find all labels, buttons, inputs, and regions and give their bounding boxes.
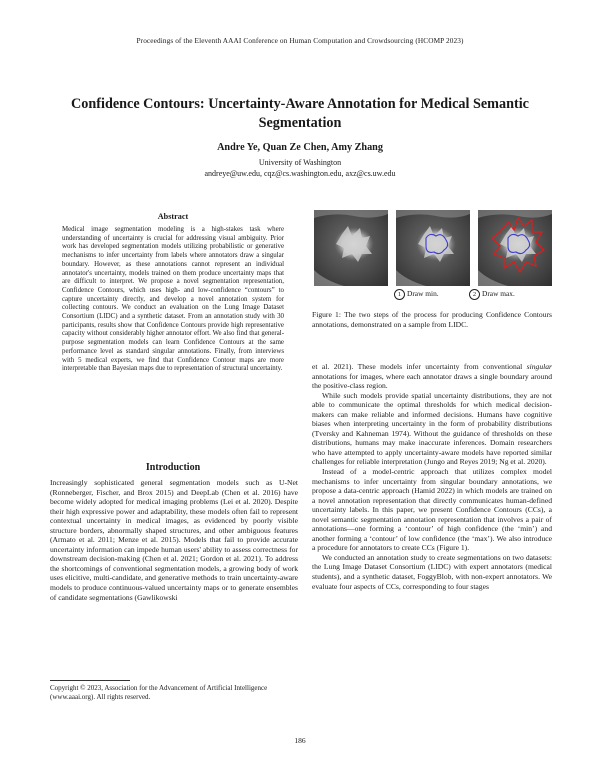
author-affiliation [0,158,600,179]
right-paragraph-0 [312,362,552,391]
affiliation-name: University of Washington [258,158,342,167]
author-emails: andreye@uw.edu, cqz@cs.washington.edu, axz@cs.uw.edu [204,168,396,178]
step-2-label [469,289,515,300]
right-paragraph-0-emphasis: singular [526,362,552,371]
introduction-heading: Introduction [145,462,201,473]
venue-header: Proceedings of the Eleventh AAAI Conference on Human Computation and Crowdsourcing (HCOMP 2023) [136,36,464,45]
page-number: 186 [294,736,306,745]
step-1-text: Draw min. [407,289,439,299]
abstract-text: Medical image segmentation modeling is a high-stakes task where understanding of uncertainty is crucial for addressing visual ambiguity. Prior work has developed segmentation models utilizing probabilistic or generative mechanisms to infer uncertainty from labels where annotators draw a singular boundary. However, as these annotations cannot represent an individual annotator's uncertainty, models trained on them produce uncertainty maps that are difficult to interpret. We propose a novel segmentation representation, Confidence Contours, which uses high- and low-confidence “contours” to capture uncertainty directly, and develop a novel annotation system for collecting contours. We conduct an evaluation on the Lung Image Dataset Consortium (LIDC) and a synthetic dataset. From an annotation study with 30 participants, results show that Confidence Contours provide high representative capacity without considerably higher annotator effort. We also find that general-purpose segmentation models can learn Confidence Contours at the same performance level as standard singular annotations. Finally, from interviews with 5 medical experts, we find that Confidence Contour maps are more interpretable than Bayesian maps due to representation of structural uncertainty. [62,226,284,373]
ct-scan-original-image [314,210,388,286]
ct-scan-max-contour-image [478,210,552,286]
paper-authors: Andre Ye, Quan Ze Chen, Amy Zhang [217,142,383,153]
footnote-divider [50,680,130,681]
abstract-heading: Abstract [157,212,189,221]
right-paragraph-2: Instead of a model-centric approach that utilizes complex model mechanisms to infer uncertainty from singular boundary annotations, we propose a data-centric approach (Hamid 2022) in which models are trained on a novel annotation representation that directly communicates human-defined uncertainty labels. In this paper, we present Confidence Contours (CCs), a novel semantic segmentation annotation representation that involves a pair of annotations—one forming a ‘contour’ of high confidence (the ‘min’) and another forming a ‘contour’ of low confidence (the ‘max’). We also introduce a procedure for annotators to create CCs (Figure 1). [312,467,552,553]
step-2-number: 2 [469,289,480,300]
step-1-label [394,289,439,300]
figure-step-labels [314,289,552,301]
step-2-text: Draw max. [482,289,515,299]
right-paragraph-0-start: et al. 2021). These models infer uncertainty from conventional [312,362,527,371]
intro-paragraph: Increasingly sophisticated general segmentation models such as U-Net (Ronneberger, Fischer, and Brox 2015) and DeepLab (Chen et al. 2016) have become widely adopted for medical imaging problems (Lei et al. 2020). Despite their high expressive power and adaptability, these models often fail to represent contextual uncertainty in medical images, as evidenced by poorly visible structure borders, abnormally shaped structures, and other ambiguous features (Armato et al. 2011; Menze et al. 2015). Models that fail to provide accurate uncertainty information can impede human users' ability to assess correctness for downstream decision-making (Chen et al. 2021; Gordon et al. 2021). To address the shortcomings of conventional segmentation models, a growing body of work uses elicitive, multi-candidate, and generative methods to train uncertainty-aware models to produce continuous-valued uncertainty maps or to generate ensembles of candidate segmentations (Gawlikowski [50,478,298,602]
introduction-body [50,478,298,602]
right-column-body [312,362,552,591]
step-1-number: 1 [394,289,405,300]
right-paragraph-1: While such models provide spatial uncertainty distributions, they are not able to communicate the optimal thresholds for which medical decision-makers can make reliable and informed decisions. Humans have cognitive biases when interpreting uncertainty in the form of probability distributions (Tversky and Kahneman 1974). Without the guidance of thresholds on these distributions, humans may make inaccurate inferences. Domain researchers who have attempted to apply uncertainty-aware models have reported similar challenges for reliable interpretation (Jungo and Reyes 2019; Ng et al. 2020). [312,390,552,467]
ct-scan-min-contour-image [396,210,470,286]
right-paragraph-0-end: annotations for images, where each annotator draws a single boundary around the positive-class region. [312,371,552,391]
right-paragraph-3: We conducted an annotation study to create segmentations on two datasets: the Lung Image Dataset Consortium (LIDC) with expert annotators (medical students), and a synthetic dataset, FoggyBlob, with non-expert annotators. We evaluate four aspects of CCs, corresponding to four stages [312,552,552,591]
paper-title: Confidence Contours: Uncertainty-Aware Annotation for Medical Semantic Segmentation [71,96,529,131]
figure-1 [314,210,552,286]
figure-1-caption: Figure 1: The two steps of the process for producing Confidence Contours annotations, demonstrated on a sample from LIDC. [312,310,552,329]
copyright-footnote: Copyright © 2023, Association for the Advancement of Artificial Intelligence (www.aaai.org). All rights reserved. [50,684,268,701]
